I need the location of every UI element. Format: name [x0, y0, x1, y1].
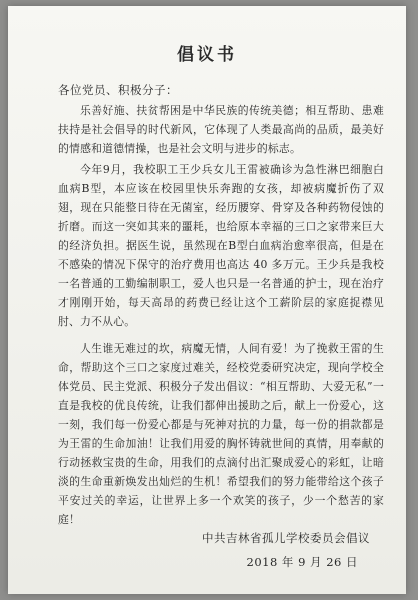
paragraph-2: 今年9月，我校职工王少兵女儿王雷被确诊为急性淋巴细胞白血病B型，本应该在校园里快乐奔跑的女孩，却被病魔折伤了双翅，现在只能整日待在无菌室，经历腰穿、骨穿及各种药物侵蚀的折磨。而这一突如其来的噩耗，也给原本幸福的三口之家带来巨大的经济负担。据医生说，虽然现在B型白血病治愈率很高，但是在不感染的情况下保守的治疗费用也高达 40 多万元。王少兵是我校一名普通的工勤编制职工，爱人也只是一名普通的护士，现在治疗才刚刚开始，每天高昂的药费已经让这个工薪阶层的家庭捉襟见肘、力不从心。 — [58, 163, 384, 328]
paragraph-1: 乐善好施、扶贫帮困是中华民族的传统美德；相互帮助、患难扶持是社会倡导的时代新风，它体现了人类最高尚的品质，最美好的情感和道德情操，也是社会文明与进步的标志。 — [58, 104, 384, 155]
salutation: 各位党员、积极分子： — [58, 83, 178, 97]
document-page — [8, 6, 406, 594]
document-body — [58, 101, 384, 531]
paragraph-3: 人生谁无难过的坎，病魔无情，人间有爱！为了挽救王雷的生命，帮助这个三口之家度过难关，经校党委研究决定，现向学校全体党员、民主党派、积极分子发出倡议：“相互帮助、大爱无私”一直是我校的优良传统，让我们都伸出援助之后，献上一份爱心，这一刻，我们每一份爱心都是与死神对抗的力量，每一份的捐款都是为王雷的生命加油！让我们用爱的胸怀铸就世间的真情，用奉献的行动拯救宝贵的生命，用我们的点滴付出汇聚成爱心的彩虹，让暗淡的生命重新焕发出灿烂的生机！希望我们的努力能带给这个孩子平安过关的幸运，让世界上多一个欢笑的孩子，少一个愁苦的家庭！ — [58, 342, 384, 526]
signature-block — [202, 526, 370, 574]
document-title: 倡议书 — [177, 45, 237, 65]
signature-date: 2018 年 9 月 26 日 — [246, 555, 358, 569]
signature-text: 中共吉林省孤儿学校委员会倡议 — [202, 531, 370, 545]
